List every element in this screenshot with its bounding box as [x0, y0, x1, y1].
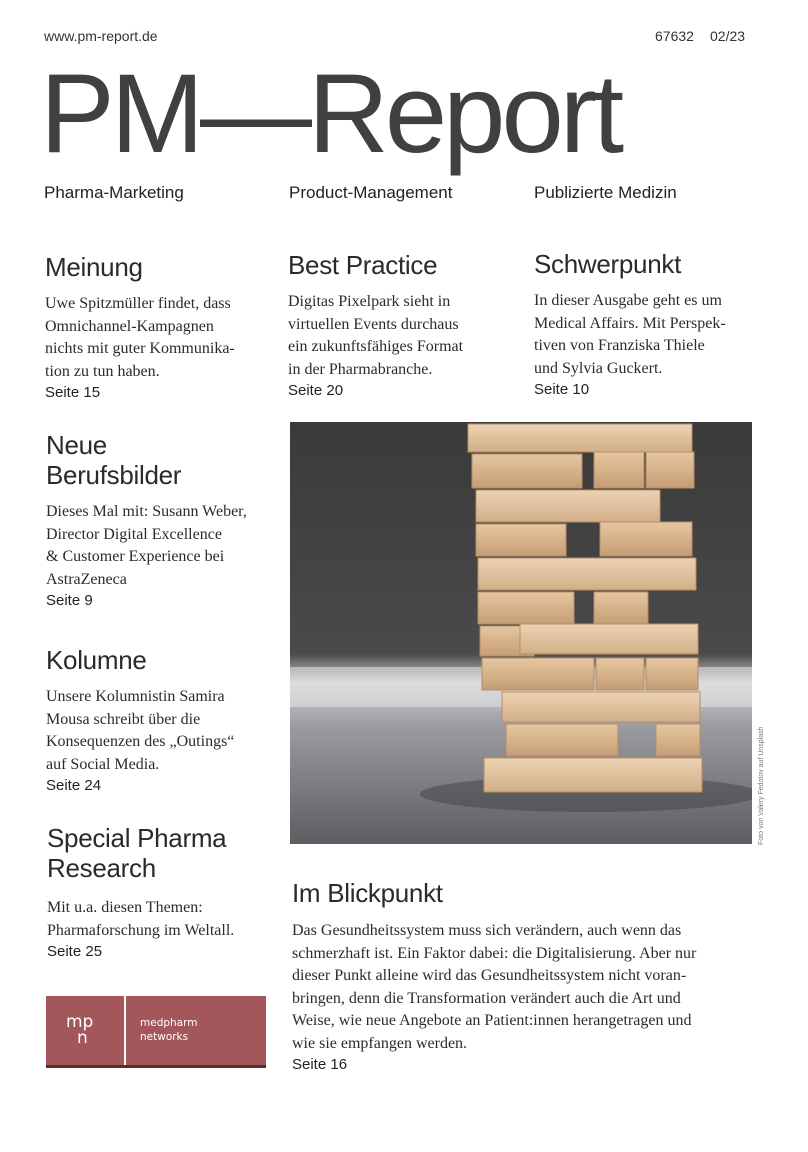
teaser-line: tiven von Franziska Thiele	[534, 337, 705, 354]
category-product-management: Product-Management	[289, 183, 453, 202]
teaser-line: und Sylvia Guckert.	[534, 359, 663, 377]
section-title: Im Blickpunkt	[292, 878, 443, 908]
page-reference: Seite 20	[288, 382, 344, 399]
page-reference: Seite 15	[45, 384, 101, 401]
teaser-line: tion zu tun haben.	[45, 362, 160, 380]
medpharm-networks-logo	[46, 996, 266, 1068]
teaser-line: Director Digital Excellence	[46, 525, 222, 543]
category-publizierte-medizin: Publizierte Medizin	[534, 183, 677, 202]
page-reference: Seite 25	[47, 943, 103, 960]
teaser-line: Digitas Pixelpark sieht in	[288, 293, 451, 310]
magazine-logo: PM—Report	[40, 51, 621, 176]
title-line: Neue	[46, 430, 107, 460]
teaser-line: Omnichannel-Kampagnen	[45, 317, 214, 335]
section-kolumne	[46, 645, 286, 796]
issue-code: 67632	[655, 28, 694, 44]
teaser-line: Medical Affairs. Mit Perspek-	[534, 314, 726, 332]
section-im-blickpunkt	[292, 878, 762, 1075]
teaser-line: Weise, wie neue Angebote an Patient:innen herangetragen und	[292, 1012, 692, 1029]
teaser-line: Konsequenzen des „Outings“	[46, 733, 235, 750]
teaser-line: Dieses Mal mit: Susann Weber,	[46, 503, 247, 520]
website-url: www.pm-report.de	[44, 28, 158, 44]
section-title: Meinung	[45, 252, 143, 282]
publisher-line: networks	[140, 1031, 189, 1043]
teaser-line: In dieser Ausgabe geht es um	[534, 292, 722, 309]
teaser-line: Unsere Kolumnistin Samira	[46, 688, 225, 705]
section-title: Schwerpunkt	[534, 249, 681, 279]
title-line: Research	[47, 853, 156, 883]
mark-top: mp	[66, 1012, 94, 1032]
publisher-name	[140, 1016, 197, 1044]
section-teaser	[47, 897, 287, 942]
issue-date: 02/23	[710, 28, 746, 44]
section-meinung	[45, 252, 285, 403]
photo-credit: Foto von Valery Fedotov auf Unsplash	[758, 726, 765, 845]
teaser-line: auf Social Media.	[46, 755, 160, 773]
page-reference: Seite 10	[534, 381, 590, 398]
teaser-line: in der Pharmabranche.	[288, 360, 433, 378]
section-teaser	[288, 291, 528, 381]
teaser-line: virtuellen Events durchaus	[288, 315, 459, 333]
category-pharma-marketing: Pharma-Marketing	[44, 183, 184, 202]
teaser-line: & Customer Experience bei	[46, 548, 225, 565]
teaser-line: bringen, denn die Transformation verändert auch die Art und	[292, 989, 681, 1007]
section-title	[47, 823, 287, 883]
logo-divider	[124, 996, 126, 1068]
teaser-line: ein zukunftsfähiges Format	[288, 338, 464, 355]
section-title: Best Practice	[288, 250, 438, 280]
section-teaser	[46, 686, 286, 776]
section-teaser	[45, 293, 285, 383]
jenga-tower-photo	[290, 422, 752, 844]
teaser-line: Uwe Spitzmüller findet, dass	[45, 295, 231, 312]
jenga-tower-illustration	[290, 422, 752, 844]
title-line: Special Pharma	[47, 823, 227, 853]
page-reference: Seite 16	[292, 1056, 348, 1073]
teaser-line: wie sie empfangen werden.	[292, 1034, 468, 1052]
section-title	[46, 430, 286, 490]
section-schwerpunkt	[534, 249, 784, 400]
title-line: Berufsbilder	[46, 460, 182, 490]
teaser-line: Pharmaforschung im Weltall.	[47, 921, 235, 939]
section-teaser	[292, 920, 762, 1055]
teaser-line: AstraZeneca	[46, 570, 127, 588]
teaser-line: schmerzhaft ist. Ein Faktor dabei: die Digitalisierung. Aber nur	[292, 944, 697, 962]
page-reference: Seite 24	[46, 777, 102, 794]
teaser-line: Mousa schreibt über die	[46, 710, 201, 728]
section-title: Kolumne	[46, 645, 147, 675]
section-teaser	[46, 501, 286, 591]
section-berufsbilder	[46, 430, 286, 611]
teaser-line: Das Gesundheitssystem muss sich verändern, auch wenn das	[292, 922, 682, 939]
section-teaser	[534, 290, 784, 380]
page-reference: Seite 9	[46, 592, 93, 609]
teaser-line: dieser Punkt alleine wird das Gesundheitssystem nicht voran-	[292, 967, 687, 984]
logo-underline	[46, 1065, 266, 1068]
publisher-line: medpharm	[140, 1017, 198, 1029]
teaser-line: nichts mit guter Kommunika-	[45, 340, 235, 357]
teaser-line: Mit u.a. diesen Themen:	[47, 899, 203, 916]
section-best-practice	[288, 250, 528, 401]
section-special-pharma-research	[47, 823, 287, 962]
mark-bottom: n	[77, 1028, 88, 1048]
mpn-mark	[66, 1014, 93, 1046]
